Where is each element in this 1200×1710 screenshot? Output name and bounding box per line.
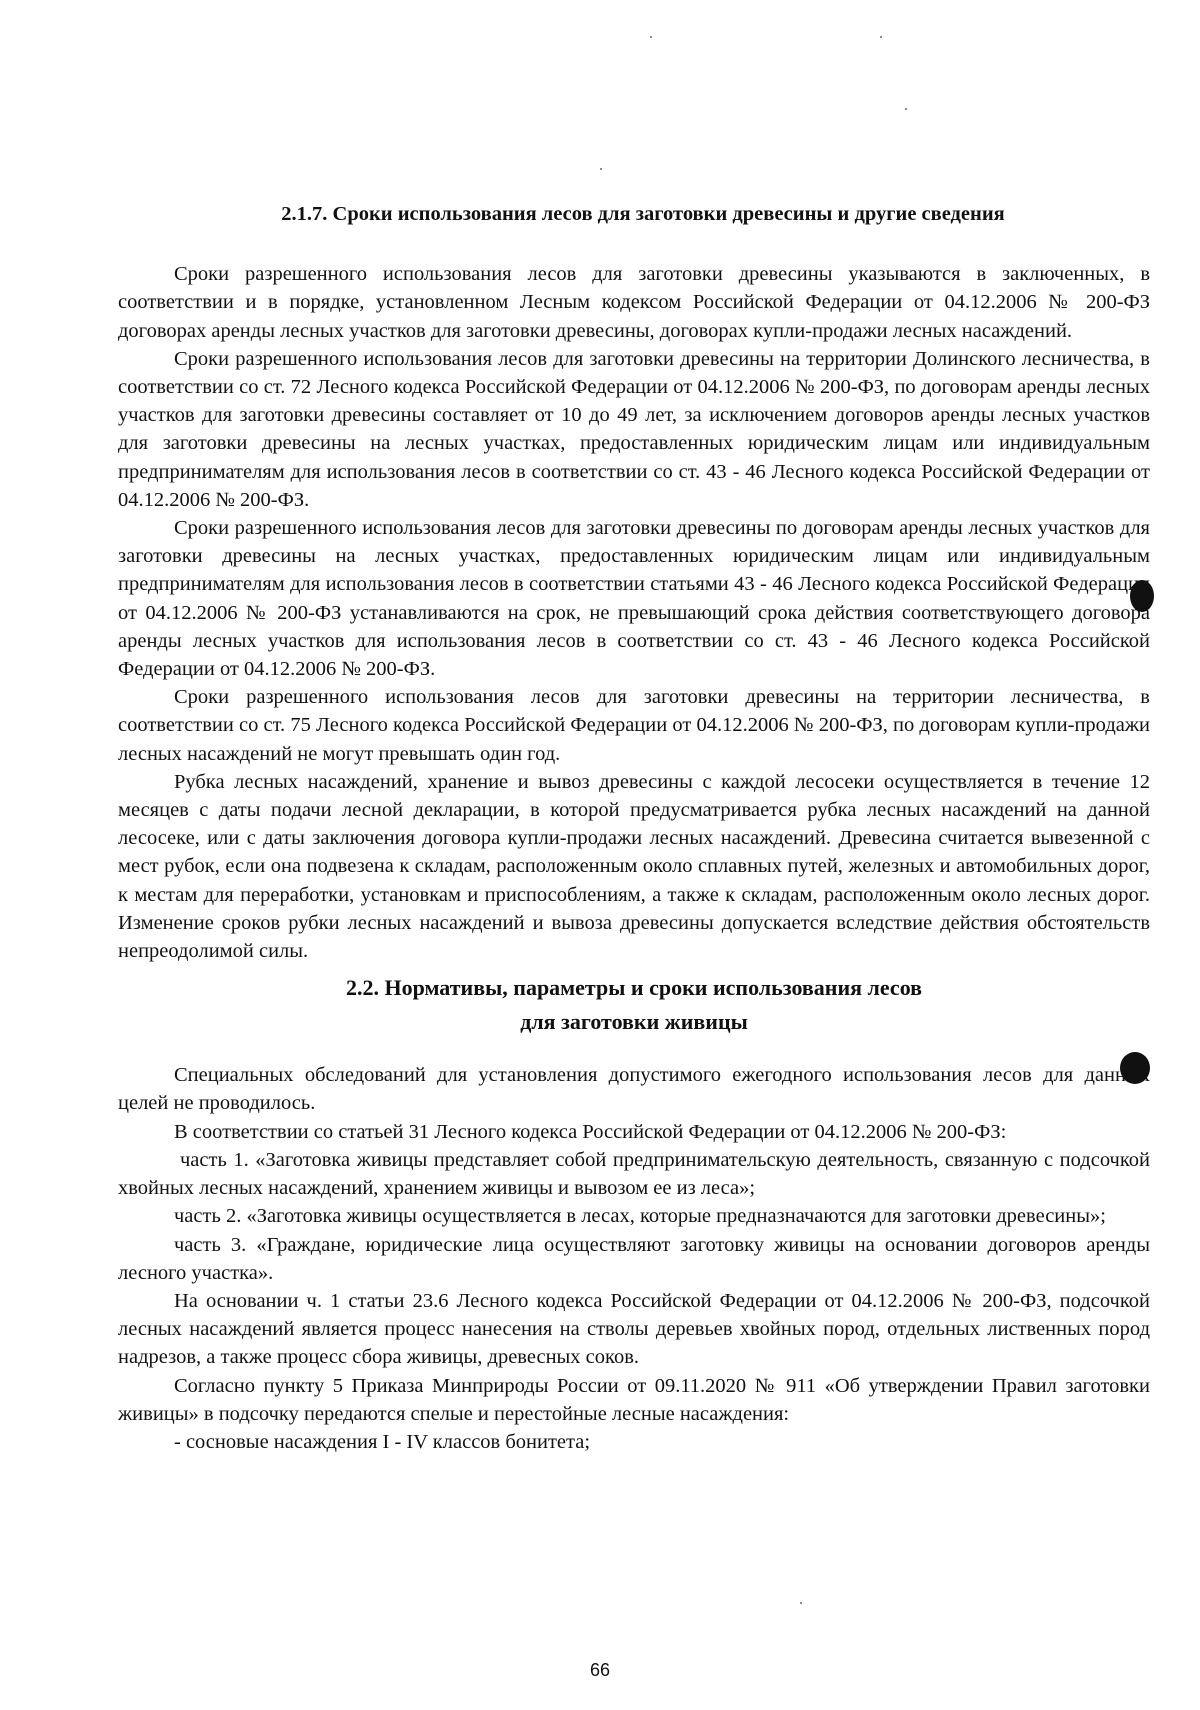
scan-speck	[880, 36, 882, 38]
paragraph: часть 1. «Заготовка живицы представляет собой предпринимательскую деятельность, связанную с подсочкой хвойных лесных насаждений, хранением живицы и вывозом ее из леса»;	[118, 1148, 1150, 1200]
paragraph: Согласно пункту 5 Приказа Минприроды России от 09.11.2020 № 911 «Об утверждении Правил заготовки живицы» в подсочку передаются спелые и перестойные лесные насаждения:	[118, 1374, 1150, 1425]
section-heading-line: для заготовки живицы	[520, 1009, 748, 1035]
paragraph: Сроки разрешенного использования лесов для заготовки древесины на территории лесничества, в соответствии со ст. 75 Лесного кодекса Российской Федерации от 04.12.2006 № 200-ФЗ, по договорам купли-продажи лесных насаждений не могут превышать один год.	[118, 686, 1150, 765]
paragraph: Сроки разрешенного использования лесов для заготовки древесины указываются в заключенных, в соответствии и в порядке, установленном Лесным кодексом Российской Федерации от 04.12.2006 № 200-ФЗ договорах аренды лесных участков для заготовки древесины, договорах купли-продажи лесных насаждений.	[118, 263, 1150, 342]
paragraph: Сроки разрешенного использования лесов для заготовки древесины на территории Долинского лесничества, в соответствии со ст. 72 Лесного кодекса Российской Федерации от 04.12.2006 № 200-ФЗ, по договорам аренды лесных участков для заготовки древесины составляет от 10 до 49 лет, за исключением договоров аренды лесных участков для заготовки древесины на лесных участках, предоставленных юридическим лицам или индивидуальным предпринимателям для использования лесов в соответствии со ст. 43 - 46 Лесного кодекса Российской Федерации от 04.12.2006 № 200-ФЗ.	[118, 347, 1150, 511]
paragraph: В соответствии со статьей 31 Лесного кодекса Российской Федерации от 04.12.2006 № 200-ФЗ:	[174, 1120, 1007, 1143]
section-heading-2-2	[118, 971, 1150, 1039]
section-heading-2-1-7: 2.1.7. Сроки использования лесов для заготовки древесины и другие сведения	[281, 203, 1005, 225]
paragraph: На основании ч. 1 статьи 23.6 Лесного кодекса Российской Федерации от 04.12.2006 № 200-ФЗ, подсочкой лесных насаждений является процесс нанесения на стволы деревьев хвойных пород, отдельных лиственных пород надрезов, а также процесс сбора живицы, древесных соков.	[118, 1289, 1150, 1369]
scan-speck	[600, 168, 602, 170]
paragraph: часть 3. «Граждане, юридические лица осуществляют заготовку живицы на основании договоров аренды лесного участка».	[118, 1233, 1150, 1284]
paragraph: часть 2. «Заготовка живицы осуществляется в лесах, которые предназначаются для заготовки древесины»;	[174, 1205, 1106, 1228]
document-body	[118, 200, 1150, 1456]
section-heading-line: 2.2. Нормативы, параметры и сроки использования лесов	[345, 975, 923, 1001]
list-item: - сосновые насаждения I - IV классов бонитета;	[174, 1430, 591, 1453]
page-number: 66	[589, 1660, 611, 1680]
paragraph: Рубка лесных насаждений, хранение и вывоз древесины с каждой лесосеки осуществляется в течение 12 месяцев с даты подачи лесной декларации, в которой предусматривается рубка лесных насаждений на данной лесосеке, или с даты заключения договора купли-продажи лесных насаждений. Древесина считается вывезенной с мест рубок, если она подвезена к складам, расположенным около сплавных путей, железных и автомобильных дорог, к местам для переработки, установкам и приспособлениям, а также к складам, расположенным около лесных дорог. Изменение сроков рубки лесных насаждений и вывоза древесины допускается вследствие действия обстоятельств непреодолимой силы.	[118, 770, 1150, 963]
scan-speck	[650, 36, 652, 38]
paragraph: Специальных обследований для установления допустимого ежегодного использования лесов для данных целей не проводилось.	[118, 1064, 1150, 1115]
paragraph: Сроки разрешенного использования лесов для заготовки древесины по договорам аренды лесных участков для заготовки древесины на лесных участках, предоставленных юридическим лицам или индивидуальным предпринимателям для использования лесов в соответствии статьями 43 - 46 Лесного кодекса Российской Федерации от 04.12.2006 № 200-ФЗ устанавливаются на срок, не превышающий срока действия соответствующего договора аренды лесных участков для использования лесов в соответствии со ст. 43 - 46 Лесного кодекса Российской Федерации от 04.12.2006 № 200-ФЗ.	[118, 517, 1150, 681]
scan-speck	[800, 1602, 802, 1604]
scan-speck	[905, 108, 907, 110]
